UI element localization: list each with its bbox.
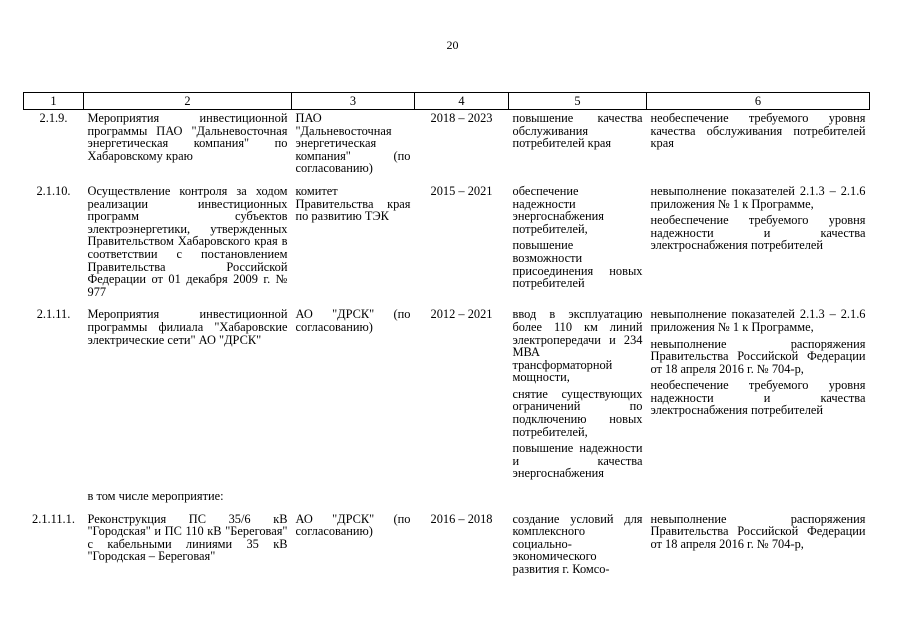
table-row bbox=[24, 306, 870, 488]
years-cell: 2012 – 2021 bbox=[430, 307, 493, 322]
program-table bbox=[23, 92, 870, 584]
table-subheader-row bbox=[24, 488, 870, 511]
result-paragraph: ввод в эксплуатацию более 110 км линий электропередачи и 234 МВА трансформаторной мощности, bbox=[512, 307, 643, 385]
event-cell: Осуществление контроля за ходом реализации инвестиционных программ субъектов электроэнергетики, утвержденных Правительством Хабаровского края в соответствии с постановлением Правительства Российской Федерации от 01 декабря 2009 г. № 977 bbox=[87, 183, 288, 299]
table-row bbox=[24, 511, 870, 584]
row-number: 2.1.9. bbox=[39, 111, 68, 125]
event-cell: Мероприятия инвестиционной программы ПАО "Дальневосточная энергетическая компания" по Хабаровскому краю bbox=[87, 111, 288, 163]
column-header: 3 bbox=[292, 93, 415, 110]
consequence-paragraph: невыполнение распоряжения Правительства Российской Федерации от 18 апреля 2016 г. № 704-р, bbox=[650, 336, 866, 376]
result-cell bbox=[509, 306, 647, 488]
result-paragraph: повышение надежности и качества энергоснабжения bbox=[512, 441, 643, 481]
subheader-text: в том числе мероприятие: bbox=[87, 489, 224, 504]
consequence-cell bbox=[647, 183, 870, 306]
row-number: 2.1.11. bbox=[36, 307, 71, 322]
table-header-row bbox=[24, 93, 870, 110]
years-cell: 2018 – 2023 bbox=[430, 111, 493, 125]
column-header: 4 bbox=[415, 93, 509, 110]
table-row bbox=[24, 110, 870, 183]
consequence-cell bbox=[647, 511, 870, 584]
executor-cell: комитет Правительства края по развитию ТЭК bbox=[295, 183, 411, 224]
executor-cell: АО "ДРСК" (по согласованию) bbox=[295, 511, 411, 539]
consequence-paragraph: необеспечение требуемого уровня качества обслуживания потребителей края bbox=[650, 111, 866, 151]
consequence-paragraph: необеспечение требуемого уровня надежности и качества электроснабжения потребителей bbox=[650, 213, 866, 253]
consequence-paragraph: невыполнение показателей 2.1.3 – 2.1.6 приложения № 1 к Программе, bbox=[650, 307, 866, 334]
years-cell: 2015 – 2021 bbox=[430, 183, 493, 198]
table-row bbox=[24, 183, 870, 306]
consequence-paragraph: невыполнение распоряжения Правительства Российской Федерации от 18 апреля 2016 г. № 704-р, bbox=[650, 511, 866, 551]
executor-cell: ПАО "Дальневосточная энергетическая компания" (по согласованию) bbox=[295, 111, 411, 176]
column-header: 6 bbox=[647, 93, 870, 110]
result-cell bbox=[509, 110, 647, 183]
page-number: 20 bbox=[446, 38, 459, 52]
result-paragraph: снятие существующих ограничений по подключению новых потребителей, bbox=[512, 386, 643, 439]
event-cell: Реконструкция ПС 35/6 кВ "Городская" и ПС 110 кВ "Береговая" с кабельными линиями 35 кВ "Городская – Береговая" bbox=[87, 511, 288, 564]
result-cell bbox=[509, 511, 647, 584]
consequence-paragraph: необеспечение требуемого уровня надежности и качества электроснабжения потребителей bbox=[650, 378, 866, 418]
consequence-cell bbox=[647, 110, 870, 183]
years-cell: 2016 – 2018 bbox=[430, 511, 493, 526]
result-paragraph: повышение качества обслуживания потребителей края bbox=[512, 111, 643, 151]
result-paragraph: обеспечение надежности энергоснабжения потребителей, bbox=[512, 183, 604, 236]
row-number: 2.1.10. bbox=[36, 183, 71, 198]
executor-cell: АО "ДРСК" (по согласованию) bbox=[295, 307, 411, 334]
result-cell bbox=[509, 183, 647, 306]
consequence-paragraph: невыполнение показателей 2.1.3 – 2.1.6 приложения № 1 к Программе, bbox=[650, 183, 866, 211]
result-paragraph: создание условий для комплексного социально-экономического развития г. Комсо- bbox=[512, 511, 643, 576]
column-header: 2 bbox=[84, 93, 292, 110]
result-paragraph: повышение возможности присоединения новых потребителей bbox=[512, 238, 643, 291]
event-cell: Мероприятия инвестиционной программы филиала "Хабаровские электрические сети" АО "ДРСК" bbox=[87, 307, 288, 347]
consequence-cell bbox=[647, 306, 870, 488]
row-number: 2.1.11.1. bbox=[32, 511, 75, 526]
column-header: 5 bbox=[509, 93, 647, 110]
column-header: 1 bbox=[24, 93, 84, 110]
